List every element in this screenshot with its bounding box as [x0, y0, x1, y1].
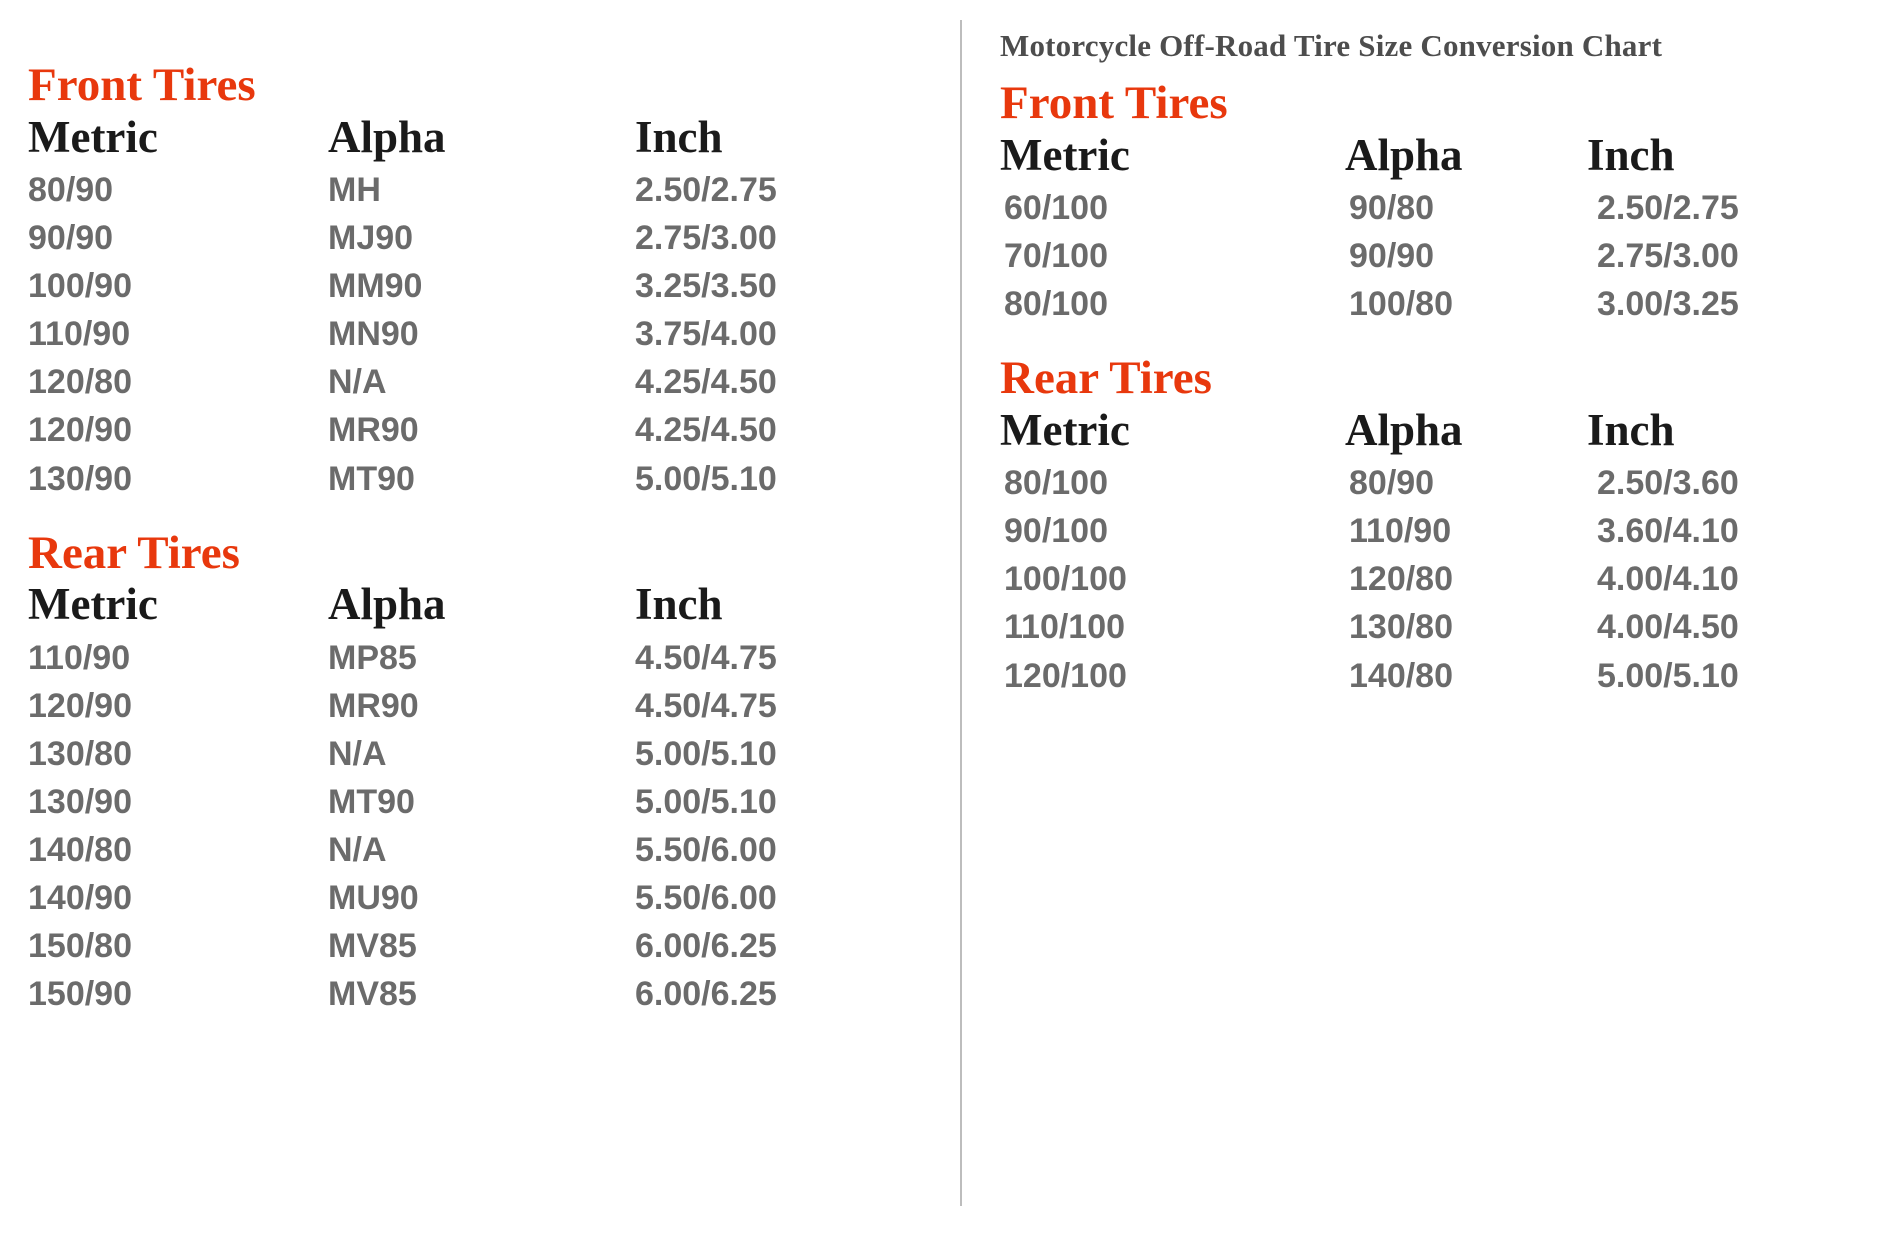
cell-alpha: MP85 [328, 638, 417, 677]
left-rear-tires-heading: Rear Tires [28, 526, 240, 579]
cell-alpha: N/A [328, 363, 387, 402]
cell-inch: 4.50/4.75 [635, 638, 777, 677]
cell-inch: 6.00/6.25 [635, 975, 777, 1014]
cell-inch: 5.00/5.10 [1597, 656, 1739, 695]
column-header-inch: Inch [1587, 129, 1675, 180]
table-row [28, 923, 913, 971]
table-header-row [28, 581, 913, 634]
cell-inch: 2.75/3.00 [1597, 237, 1739, 276]
table-header-row [1000, 132, 1867, 185]
table-row [1000, 281, 1867, 329]
column-header-metric: Metric [28, 111, 158, 162]
cell-metric: 100/100 [1004, 560, 1127, 599]
cell-metric: 120/90 [28, 686, 132, 725]
table-row [1000, 556, 1867, 604]
cell-metric: 90/90 [28, 219, 114, 258]
table-row [28, 359, 913, 407]
cell-inch: 6.00/6.25 [635, 927, 777, 966]
cell-alpha: MU90 [328, 879, 419, 917]
cell-metric: 130/80 [28, 734, 132, 773]
left-front-tires-table [28, 111, 913, 504]
cell-inch: 5.50/6.00 [635, 830, 777, 869]
table-row [1000, 653, 1867, 701]
table-row [1000, 508, 1867, 556]
cell-inch: 2.75/3.00 [635, 219, 777, 258]
column-header-metric: Metric [1000, 129, 1130, 180]
chart-title: Motorcycle Off-Road Tire Size Conversion Chart [1000, 28, 1663, 63]
right-column [962, 0, 1898, 1236]
table-row [28, 407, 913, 455]
cell-metric: 110/90 [28, 315, 131, 354]
cell-alpha: MV85 [328, 975, 417, 1014]
cell-inch: 5.00/5.10 [635, 734, 777, 773]
cell-metric: 120/100 [1004, 656, 1127, 695]
table-row [1000, 604, 1867, 652]
column-header-inch: Inch [635, 579, 723, 630]
cell-metric: 120/90 [28, 411, 132, 450]
cell-inch: 2.50/2.75 [635, 170, 777, 209]
table-row [28, 263, 913, 311]
cell-inch: 4.25/4.50 [635, 363, 777, 402]
column-header-metric: Metric [1000, 404, 1130, 455]
table-header-row [1000, 407, 1867, 460]
table-row [28, 875, 913, 923]
cell-inch: 2.50/2.75 [1597, 188, 1739, 227]
column-header-inch: Inch [635, 111, 723, 162]
cell-alpha: MR90 [328, 411, 419, 450]
column-header-metric: Metric [28, 579, 158, 630]
cell-metric: 140/80 [28, 830, 132, 869]
cell-metric: 80/90 [28, 170, 114, 209]
cell-inch: 4.00/4.50 [1597, 608, 1739, 647]
cell-alpha: 140/80 [1349, 656, 1453, 695]
right-front-tires-table [1000, 129, 1867, 330]
cell-metric: 110/100 [1004, 608, 1126, 647]
cell-alpha: 100/80 [1349, 285, 1453, 324]
left-front-tires-heading: Front Tires [28, 59, 256, 111]
table-row [1000, 185, 1867, 233]
table-row [28, 683, 913, 731]
cell-metric: 80/100 [1004, 464, 1108, 503]
cell-alpha: 130/80 [1349, 608, 1453, 647]
cell-inch: 3.00/3.25 [1597, 285, 1739, 324]
left-rear-tires-table [28, 581, 913, 1019]
table-row [28, 167, 913, 215]
cell-inch: 4.50/4.75 [635, 686, 777, 725]
cell-inch: 3.25/3.50 [635, 267, 777, 306]
table-row [1000, 460, 1867, 508]
cell-inch: 5.00/5.10 [635, 782, 777, 821]
column-header-alpha: Alpha [328, 579, 446, 630]
cell-alpha: 90/80 [1349, 188, 1435, 227]
cell-metric: 70/100 [1004, 237, 1108, 276]
table-header-row [28, 114, 913, 167]
table-row [28, 971, 913, 1019]
cell-metric: 110/90 [28, 638, 131, 677]
table-row [28, 215, 913, 263]
right-rear-tires-table [1000, 404, 1867, 701]
cell-alpha: MT90 [328, 782, 415, 821]
table-row [28, 456, 913, 504]
table-row [28, 731, 913, 779]
cell-alpha: MN90 [328, 315, 419, 354]
cell-alpha: 120/80 [1349, 560, 1453, 599]
right-rear-tires-heading: Rear Tires [1000, 352, 1212, 405]
cell-metric: 120/80 [28, 363, 132, 402]
cell-alpha: MT90 [328, 459, 415, 498]
table-row [1000, 233, 1867, 281]
cell-inch: 5.50/6.00 [635, 879, 777, 917]
table-row [28, 827, 913, 875]
cell-alpha: MR90 [328, 686, 419, 725]
table-row [28, 311, 913, 359]
cell-alpha: 90/90 [1349, 237, 1435, 276]
cell-metric: 90/100 [1004, 512, 1108, 551]
cell-metric: 130/90 [28, 459, 132, 498]
cell-alpha: MH [328, 170, 381, 209]
cell-metric: 80/100 [1004, 285, 1108, 324]
cell-metric: 150/80 [28, 927, 132, 966]
cell-alpha: N/A [328, 830, 387, 869]
table-row [28, 779, 913, 827]
cell-metric: 150/90 [28, 975, 132, 1014]
cell-alpha: MJ90 [328, 219, 414, 258]
cell-alpha: N/A [328, 734, 387, 773]
cell-metric: 60/100 [1004, 188, 1108, 227]
cell-metric: 100/90 [28, 267, 132, 306]
table-row [28, 635, 913, 683]
cell-alpha: MV85 [328, 927, 417, 966]
cell-alpha: 80/90 [1349, 464, 1435, 503]
column-header-inch: Inch [1587, 404, 1675, 455]
column-header-alpha: Alpha [1345, 404, 1463, 455]
column-header-alpha: Alpha [328, 111, 446, 162]
cell-metric: 130/90 [28, 782, 132, 821]
cell-alpha: MM90 [328, 267, 423, 306]
cell-inch: 5.00/5.10 [635, 459, 777, 498]
cell-inch: 4.25/4.50 [635, 411, 777, 450]
cell-metric: 140/90 [28, 879, 132, 917]
cell-inch: 2.50/3.60 [1597, 464, 1739, 503]
cell-inch: 4.00/4.10 [1597, 560, 1739, 599]
cell-inch: 3.60/4.10 [1597, 512, 1739, 551]
right-front-tires-heading: Front Tires [1000, 77, 1228, 129]
cell-alpha: 110/90 [1349, 512, 1452, 551]
column-header-alpha: Alpha [1345, 129, 1463, 180]
cell-inch: 3.75/4.00 [635, 315, 777, 354]
